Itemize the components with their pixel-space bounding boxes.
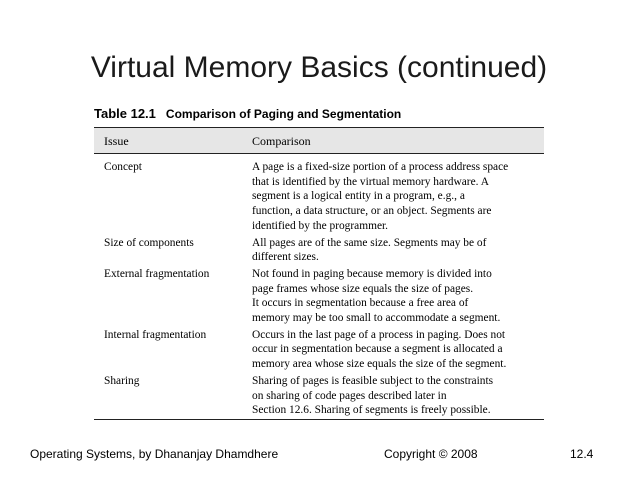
issue-cell: Concept xyxy=(104,161,142,173)
comparison-cell xyxy=(252,328,552,372)
table-header-band xyxy=(94,127,544,154)
comparison-cell xyxy=(252,267,552,326)
table-caption xyxy=(94,106,401,122)
comparison-line: All pages are of the same size. Segments may be of xyxy=(252,236,487,249)
comparison-line: Sharing of pages is feasible subject to the constraints xyxy=(252,374,494,387)
comparison-cell xyxy=(252,236,552,265)
table-bottom-rule xyxy=(94,419,544,420)
comparison-cell xyxy=(252,374,552,418)
issue-cell: External fragmentation xyxy=(104,267,210,280)
table-row xyxy=(0,160,638,234)
table-row xyxy=(0,374,638,418)
comparison-line: Section 12.6. Sharing of segments is freely possible. xyxy=(252,404,491,417)
table-row xyxy=(0,328,638,372)
comparison-line: memory area whose size equals the size of the segment. xyxy=(252,358,507,371)
table-row xyxy=(0,267,638,326)
issue-cell: Internal fragmentation xyxy=(104,328,207,341)
slide-title: Virtual Memory Basics (continued) xyxy=(90,51,548,84)
footer-author: Operating Systems, by Dhananjay Dhamdhere xyxy=(30,447,279,461)
issue-cell: Sharing xyxy=(104,374,140,387)
comparison-line: A page is a fixed-size portion of a process address space xyxy=(252,161,509,173)
comparison-line: It occurs in segmentation because a free area of xyxy=(252,297,469,310)
comparison-line: page frames whose size equals the size of pages. xyxy=(252,282,474,295)
comparison-line: function, a data structure, or an object. Segments are xyxy=(252,205,492,218)
footer-copyright: Copyright © 2008 xyxy=(384,447,478,461)
comparison-line: occur in segmentation because a segment is allocated a xyxy=(252,343,503,356)
comparison-line: different sizes. xyxy=(252,251,319,264)
table-caption-text: Comparison of Paging and Segmentation xyxy=(165,107,402,121)
column-header-comparison: Comparison xyxy=(252,134,311,148)
table-body xyxy=(0,160,638,420)
comparison-line: on sharing of code pages described later in xyxy=(252,389,447,402)
comparison-line: identified by the programmer. xyxy=(252,219,389,232)
comparison-line: memory may be too small to accommodate a segment. xyxy=(252,312,501,325)
table-number: Table 12.1 xyxy=(94,106,156,121)
footer-slide-number: 12.4 xyxy=(570,447,594,461)
comparison-line: Not found in paging because memory is divided into xyxy=(252,267,492,280)
column-header-issue: Issue xyxy=(104,134,129,148)
comparison-line: Occurs in the last page of a process in paging. Does not xyxy=(252,328,506,341)
comparison-line: segment is a logical entity in a program, e.g., a xyxy=(252,190,465,203)
issue-cell: Size of components xyxy=(104,236,194,249)
comparison-line: that is identified by the virtual memory hardware. A xyxy=(252,175,489,188)
comparison-cell xyxy=(252,160,552,234)
table-row xyxy=(0,236,638,265)
